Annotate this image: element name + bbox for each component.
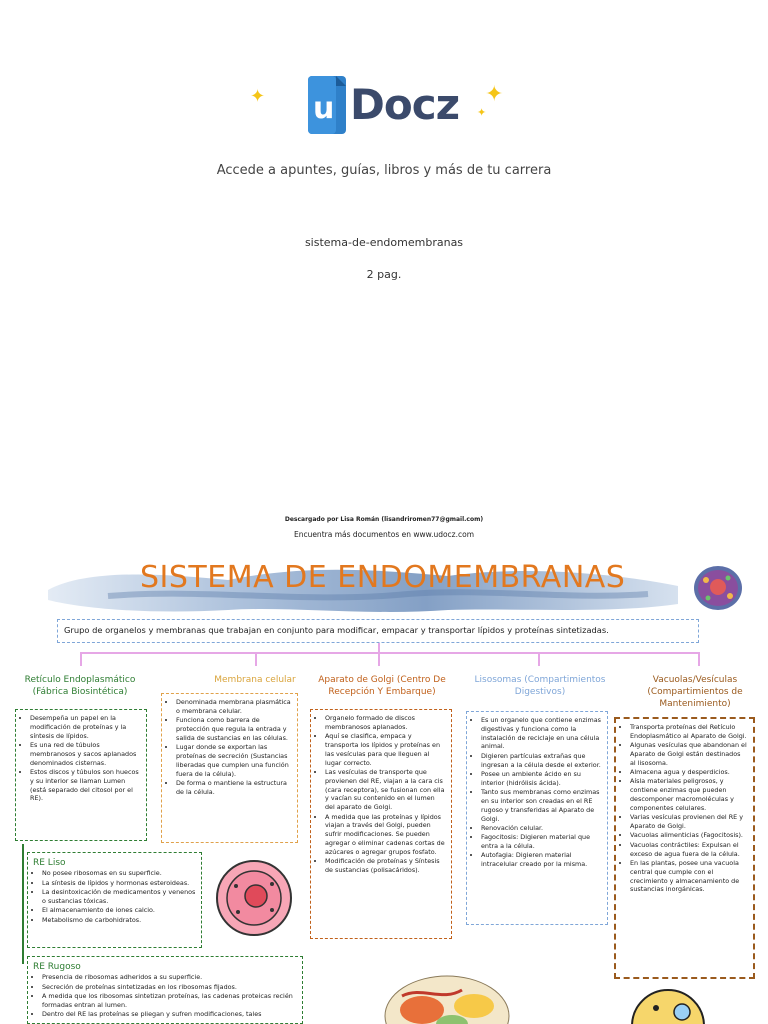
sparkle-icon: ✦ xyxy=(485,82,504,107)
organelle-illustration xyxy=(382,966,512,1024)
list-item: • La síntesis de lípidos y hormonas esteroideas. xyxy=(42,879,196,888)
list-item: • Varias vesículas provienen del RE y Aparato de Golgi. xyxy=(630,813,748,831)
column-title-lisosomas: Lisosomas (Compartimientos Digestivos) xyxy=(474,675,606,698)
list-item: • Lugar donde se exportan las proteínas de secreción (Sustancias liberadas que cumplen una función fuera de la célula). xyxy=(176,743,292,778)
udocz-logo-text: Docz xyxy=(350,80,460,129)
connector-line xyxy=(22,844,24,964)
list-item: • Organelo formado de discos membranosos aplanados. xyxy=(325,714,446,732)
document-name: sistema-de-endomembranas xyxy=(304,236,464,249)
re-rugoso-label: RE Rugoso xyxy=(33,962,81,972)
connector-line xyxy=(378,652,380,666)
list-item: • Almacena agua y desperdicios. xyxy=(630,768,748,777)
list-item: • Aquí se clasifica, empaca y transporta los lípidos y proteínas en las vesículas para que lleguen al lugar correcto. xyxy=(325,732,446,767)
list-item: • Vacuolas contráctiles: Expulsan el exceso de agua fuera de la célula. xyxy=(630,841,748,859)
box-vacuolas xyxy=(614,717,755,979)
more-documents-link[interactable]: Encuentra más documentos en www.udocz.com xyxy=(293,530,475,539)
description-box: Grupo de organelos y membranas que trabajan en conjunto para modificar, empacar y transportar lípidos y proteínas sintetizadas. xyxy=(57,619,699,643)
list-item: • A medida que los ribosomas sintetizan proteínas, las cadenas proteicas recién formadas entran al lumen. xyxy=(42,992,297,1010)
list-item: • Presencia de ribosomas adheridos a su superficie. xyxy=(42,973,297,982)
list-item: • Es una red de túbulos membranosos y sacos aplanados denominados cisternas. xyxy=(30,741,141,767)
downloaded-by-line: Descargado por Lisa Román (lisandriromen77@gmail.com) xyxy=(284,516,484,523)
box-lisosomas xyxy=(466,711,608,925)
list-item: • Dentro del RE las proteínas se pliegan y sufren modificaciones, tales xyxy=(42,1010,297,1019)
connector-line xyxy=(698,652,700,666)
list-item: • La desintoxicación de medicamentos y venenos o sustancias tóxicas. xyxy=(42,888,196,906)
connector-line xyxy=(80,652,700,654)
box-re-rugoso xyxy=(27,956,303,1024)
column-title-membrana: Membrana celular xyxy=(214,675,296,685)
list-item: • Algunas vesículas que abandonan el Aparato de Golgi están destinados al lisosoma. xyxy=(630,741,748,767)
list-item: • Aísla materiales peligrosos, y contiene enzimas que pueden descomponer macromoléculas y componentes celulares. xyxy=(630,777,748,812)
list-item: • Autofagia: Digieren material intracelular creado por la misma. xyxy=(481,851,602,869)
list-item: • Las vesículas de transporte que provienen del RE, viajan a la cara cis (cara receptora), se fusionan con ella y vacían su contenido en el lumen del aparato de Golgi. xyxy=(325,768,446,812)
connector-line xyxy=(538,652,540,666)
list-item: • Digieren partículas extrañas que ingresan a la célula desde el exterior. xyxy=(481,752,602,770)
tagline: Accede a apuntes, guías, libros y más de tu carrera xyxy=(216,163,552,178)
list-item: • Fagocitosis: Digieren material que entra a la célula. xyxy=(481,833,602,851)
list-item: • Tanto sus membranas como enzimas en su interior son creadas en el RE rugoso y transferidas al Aparato de Golgi. xyxy=(481,788,602,823)
list-item: • De forma o mantiene la estructura de la célula. xyxy=(176,779,292,797)
page-count: 2 pag. xyxy=(366,268,402,281)
page-title: SISTEMA DE ENDOMEMBRANAS xyxy=(140,560,626,595)
sparkle-icon: ✦ xyxy=(477,106,487,119)
list-item: • Estos discos y túbulos son huecos y su interior se llaman Lumen (está separado del citosol por el RE). xyxy=(30,768,141,803)
list-item: • Modificación de proteínas y Síntesis de sustancias (polisacáridos). xyxy=(325,857,446,875)
list-item: • Es un organelo que contiene enzimas digestivas y funciona como la instalación de reciclaje en una célula animal. xyxy=(481,716,602,751)
list-item: • No posee ribosomas en su superficie. xyxy=(42,869,196,878)
connector-line xyxy=(255,652,257,666)
list-item: • Secreción de proteínas sintetizadas en los ribosomas fijados. xyxy=(42,983,297,992)
udocz-logo-icon xyxy=(306,74,348,136)
list-item: • Renovación celular. xyxy=(481,824,602,833)
list-item: • A medida que las proteínas y lípidos viajan a través del Golgi, pueden sufrir modificaciones. Se pueden agregar o eliminar cadenas cortas de azúcares o agregar grupos fosfato. xyxy=(325,813,446,857)
list-item: • En las plantas, posee una vacuola central que cumple con el crecimiento y almacenamiento de sustancias inorgánicas. xyxy=(630,859,748,894)
box-golgi xyxy=(310,709,452,939)
list-item: • Funciona como barrera de protección que regula la entrada y salida de sustancias en las células. xyxy=(176,716,292,742)
connector-line xyxy=(80,652,82,666)
column-title-re: Retículo Endoplasmático (Fábrica Biosintética) xyxy=(24,675,136,698)
re-liso-label: RE Liso xyxy=(33,858,66,868)
box-re-liso xyxy=(27,852,202,948)
sparkle-icon: ✦ xyxy=(250,86,266,107)
animal-cell-illustration xyxy=(690,560,746,616)
box-reticulo xyxy=(15,709,147,841)
list-item: • Desempeña un papel en la modificación de proteínas y la síntesis de lípidos. xyxy=(30,714,141,740)
cell-face-illustration xyxy=(628,986,708,1024)
list-item: • Vacuolas alimenticias (Fagocitosis). xyxy=(630,831,748,840)
list-item: • El almacenamiento de iones calcio. xyxy=(42,906,196,915)
box-membrana xyxy=(161,693,298,843)
cell-illustration xyxy=(214,858,294,938)
list-item: • Denominada membrana plasmática o membrana celular. xyxy=(176,698,292,716)
list-item: • Posee un ambiente ácido en su interior (hidrólisis ácida). xyxy=(481,770,602,788)
column-title-golgi: Aparato de Golgi (Centro De Recepción Y Embarque) xyxy=(318,675,446,698)
list-item: • Metabolismo de carbohidratos. xyxy=(42,916,196,925)
list-item: • Transporta proteínas del Retículo Endoplasmático al Aparato de Golgi. xyxy=(630,723,748,741)
column-title-vacuolas: Vacuolas/Vesículas (Compartimientos de Mantenimiento) xyxy=(647,675,743,710)
svg-text:u: u xyxy=(313,91,335,126)
